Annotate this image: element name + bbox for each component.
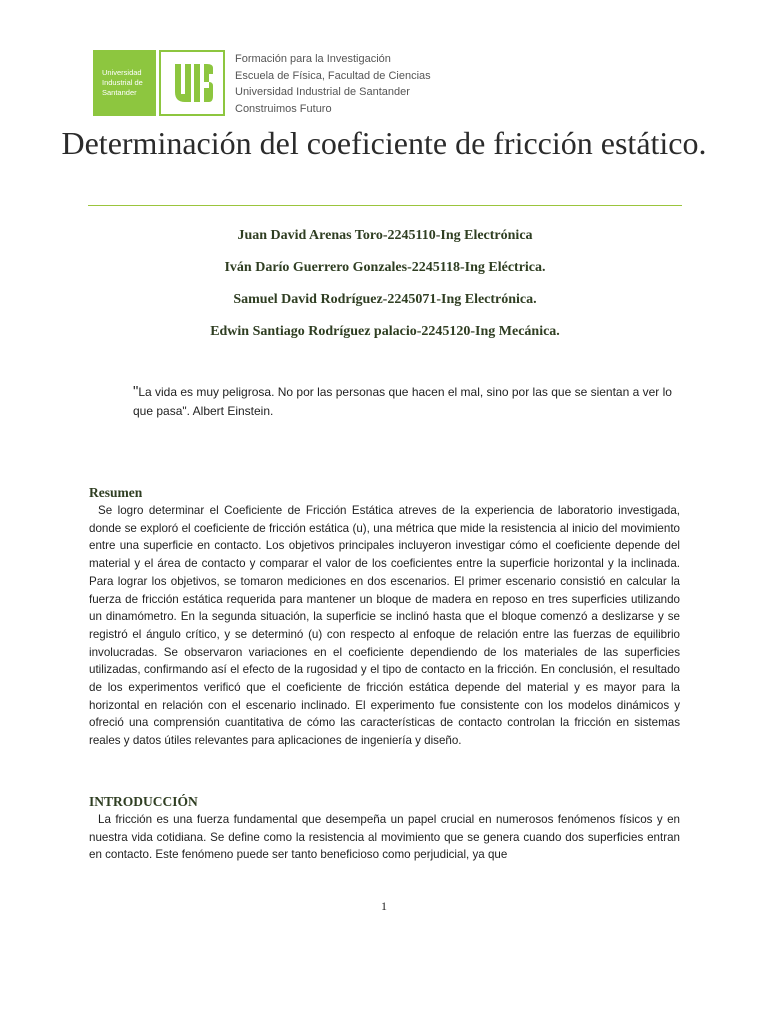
abstract-heading: Resumen bbox=[89, 485, 143, 500]
uis-logo-mark-icon bbox=[159, 50, 225, 116]
logo-text-line: Santander bbox=[102, 88, 137, 97]
author-line: Edwin Santiago Rodríguez palacio-2245120-Ing Mecánica. bbox=[210, 324, 560, 339]
author-line: Iván Darío Guerrero Gonzales-2245118-Ing Eléctrica. bbox=[224, 260, 546, 275]
institution-line: Construimos Futuro bbox=[235, 102, 332, 115]
introduction-heading: INTRODUCCIÓN bbox=[89, 794, 198, 809]
introduction-body: La fricción es una fuerza fundamental que desempeña un papel crucial en numerosos fenómenos físicos y en nuestra vida cotidiana. Se define como la resistencia al movimiento que se genera cuando dos superficies entran en contacto. Este fenómeno puede ser tanto beneficioso como perjudicial, ya que bbox=[89, 813, 680, 862]
document-title: Determinación del coeficiente de fricción estático. bbox=[61, 125, 707, 161]
author-line: Juan David Arenas Toro-2245110-Ing Electrónica bbox=[237, 228, 533, 243]
logo-text-line: Industrial de bbox=[102, 78, 143, 87]
institution-line: Universidad Industrial de Santander bbox=[235, 86, 410, 98]
institution-line: Escuela de Física, Facultad de Ciencias bbox=[235, 69, 431, 82]
logo-text-line: Universidad bbox=[102, 68, 142, 77]
institution-line: Formación para la Investigación bbox=[235, 53, 391, 65]
abstract-body: Se logro determinar el Coeficiente de Fricción Estática atreves de la experiencia de laboratorio investigada, donde se exploró el coeficiente de fricción estática (u), una métrica que mide la resistencia al inicio del movimiento entre una superficie en contacto. Los objetivos principales incluyeron investigar cómo el coeficiente depende del material y el área de contacto y comparar el valor de los coeficientes entre la superficie horizontal y la inclinada. Para lograr los objetivos, se tomaron mediciones en dos escenarios. El primer escenario consistió en calcular la fuerza de fricción estática requerida para mantener un bloque de madera en reposo en tres superficies utilizando un dinamómetro. En la segunda situación, la superficie se inclinó hasta que el bloque comenzó a deslizarse y se registró el ángulo crítico, y se determinó (u) con respecto al enfoque de relación entre las fuerzas de equilibrio involucradas. Se observaron variaciones en el coeficiente dependiendo de los materiales de las superficies utilizadas, confirmando así el efecto de la rugosidad y el tipo de contacto en la fricción. En conclusión, el resultado de los experimentos verificó que el coeficiente de fricción estática depende del material y es mayor para la horizontal en relación con el escenario inclinado. El experimento fue consistente con los modelos dinámicos y ofreció una comprensión cuantitativa de cómo las características de contacto controlan la fricción en sistemas reales y datos útiles relevantes para aplicaciones de ingeniería y diseño. bbox=[89, 504, 680, 748]
quote-text: La vida es muy peligrosa. No por las personas que hacen el mal, sino por las que se sientan a ver lo que pasa". Albert Einstein. bbox=[133, 385, 672, 418]
quote-open-mark: " bbox=[133, 383, 139, 400]
institution-info bbox=[235, 51, 431, 117]
university-logo bbox=[93, 50, 156, 116]
page-header bbox=[93, 50, 693, 116]
author-line: Samuel David Rodríguez-2245071-Ing Electrónica. bbox=[233, 292, 537, 307]
page-number: 1 bbox=[381, 899, 387, 913]
author-list bbox=[88, 226, 682, 354]
title-divider bbox=[88, 205, 682, 206]
epigraph-quote bbox=[133, 382, 693, 421]
